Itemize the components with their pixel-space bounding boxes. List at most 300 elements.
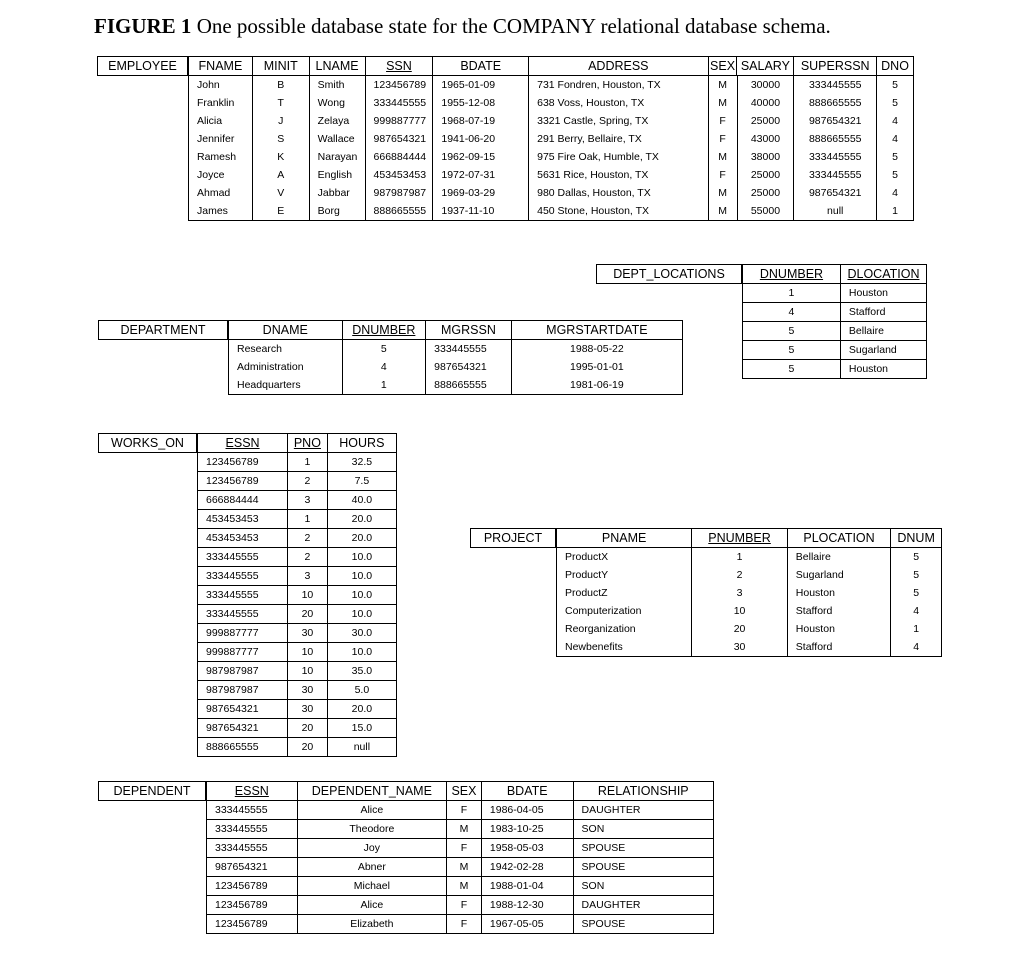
cell-relationship: SPOUSE: [573, 915, 713, 933]
cell-dnum: 5: [890, 584, 941, 602]
table-row: [743, 341, 926, 360]
cell-essn: 333445555: [206, 551, 259, 563]
table-row: [198, 567, 396, 586]
cell-essn: 333445555: [215, 823, 268, 835]
cell-dnumber: 5: [788, 344, 795, 356]
cell-hours: null: [327, 738, 396, 756]
cell-essn: 453453453: [206, 513, 259, 525]
table-row: [229, 340, 682, 358]
column-header-essn: ESSN: [234, 784, 269, 798]
cell-relationship: SON: [573, 820, 713, 838]
cell-pname: ProductZ: [565, 587, 608, 599]
cell-sex: M: [446, 858, 481, 876]
cell-fname: Franklin: [197, 97, 235, 109]
cell-minit: V: [252, 184, 309, 202]
cell-mgrstartdate: 1981-06-19: [511, 376, 682, 394]
cell-pnumber: 1: [691, 548, 786, 566]
cell-bdate: 1968-07-19: [432, 112, 528, 130]
cell-essn: 123456789: [215, 899, 268, 911]
cell-essn: 333445555: [206, 608, 259, 620]
cell-superssn: 987654321: [793, 112, 876, 130]
cell-mgrssn: 987654321: [425, 358, 511, 376]
cell-dlocation: Houston: [840, 360, 926, 378]
cell-minit: S: [252, 130, 309, 148]
cell-dnum: 1: [890, 620, 941, 638]
cell-address: 975 Fire Oak, Humble, TX: [528, 148, 708, 166]
cell-essn: 333445555: [206, 589, 259, 601]
table-row: [743, 322, 926, 341]
cell-dno: 5: [876, 94, 913, 112]
cell-pno: 30: [287, 700, 327, 718]
cell-address: 638 Voss, Houston, TX: [528, 94, 708, 112]
cell-hours: 20.0: [327, 529, 396, 547]
table-row: [557, 566, 941, 584]
cell-dlocation: Stafford: [840, 303, 926, 321]
table-header: [206, 781, 714, 801]
cell-lname: Zelaya: [309, 112, 365, 130]
cell-lname: Smith: [309, 76, 365, 94]
cell-plocation: Houston: [787, 620, 890, 638]
cell-dependent-name: Elizabeth: [297, 915, 446, 933]
table-row: [189, 184, 913, 202]
cell-pno: 20: [287, 719, 327, 737]
column-header-dnum: DNUM: [890, 529, 941, 547]
cell-superssn: 987654321: [793, 184, 876, 202]
cell-relationship: DAUGHTER: [573, 801, 713, 819]
column-header-pnumber: PNUMBER: [691, 529, 787, 547]
table-row: [189, 76, 913, 94]
cell-superssn: 888665555: [793, 130, 876, 148]
cell-relationship: DAUGHTER: [573, 896, 713, 914]
table-row: [198, 510, 396, 529]
cell-essn: 123456789: [215, 918, 268, 930]
cell-ssn: 999887777: [365, 112, 433, 130]
cell-essn: 888665555: [206, 741, 259, 753]
cell-dependent-name: Alice: [297, 801, 446, 819]
cell-hours: 10.0: [327, 586, 396, 604]
cell-sex: M: [446, 820, 481, 838]
cell-bdate: 1988-01-04: [481, 877, 573, 895]
table-body: [556, 548, 942, 657]
cell-pname: ProductX: [565, 551, 609, 563]
cell-hours: 10.0: [327, 643, 396, 661]
cell-dno: 5: [876, 148, 913, 166]
cell-fname: Jennifer: [197, 133, 235, 145]
cell-pno: 1: [287, 453, 327, 471]
cell-essn: 333445555: [215, 804, 268, 816]
cell-superssn: 888665555: [793, 94, 876, 112]
cell-plocation: Bellaire: [787, 548, 890, 566]
cell-bdate: 1988-12-30: [481, 896, 573, 914]
table-name: PROJECT: [470, 528, 556, 548]
cell-dnum: 5: [890, 548, 941, 566]
table-header: [228, 320, 683, 340]
table-row: [198, 529, 396, 548]
cell-sex: F: [446, 896, 481, 914]
cell-bdate: 1941-06-20: [432, 130, 528, 148]
column-header-pname: PNAME: [601, 531, 647, 545]
cell-address: 450 Stone, Houston, TX: [528, 202, 708, 220]
cell-ssn: 666884444: [365, 148, 433, 166]
cell-sex: F: [446, 801, 481, 819]
table-name: DEPARTMENT: [98, 320, 228, 340]
cell-pno: 10: [287, 586, 327, 604]
column-header-sex: SEX: [708, 57, 737, 75]
cell-bdate: 1967-05-05: [481, 915, 573, 933]
figure-label: FIGURE 1: [94, 14, 192, 38]
table-row: [207, 915, 713, 933]
cell-minit: A: [252, 166, 309, 184]
cell-essn: 453453453: [206, 532, 259, 544]
figure-caption: One possible database state for the COMPANY relational database schema.: [191, 14, 831, 38]
cell-pname: ProductY: [565, 569, 609, 581]
table-row: [198, 453, 396, 472]
cell-minit: T: [252, 94, 309, 112]
table-row: [207, 858, 713, 877]
cell-sex: M: [446, 877, 481, 895]
table-body: [188, 76, 914, 221]
table-row: [198, 624, 396, 643]
column-header-hours: HOURS: [327, 434, 396, 452]
cell-pnumber: 10: [691, 602, 786, 620]
cell-mgrssn: 333445555: [425, 340, 511, 358]
cell-dno: 4: [876, 112, 913, 130]
cell-lname: Jabbar: [309, 184, 365, 202]
cell-hours: 20.0: [327, 700, 396, 718]
table-row: [743, 284, 926, 303]
table-row: [198, 643, 396, 662]
cell-hours: 35.0: [327, 662, 396, 680]
cell-lname: Narayan: [309, 148, 365, 166]
cell-fname: James: [197, 205, 228, 217]
cell-ssn: 987987987: [365, 184, 433, 202]
table-name: DEPT_LOCATIONS: [596, 264, 742, 284]
cell-essn: 123456789: [215, 880, 268, 892]
cell-hours: 10.0: [327, 548, 396, 566]
cell-essn: 666884444: [206, 494, 259, 506]
cell-sex: M: [708, 76, 737, 94]
cell-dno: 5: [876, 166, 913, 184]
table-header: [556, 528, 942, 548]
cell-pno: 2: [287, 548, 327, 566]
cell-hours: 5.0: [327, 681, 396, 699]
cell-lname: Wallace: [309, 130, 365, 148]
cell-dependent-name: Michael: [297, 877, 446, 895]
table-body: [742, 284, 927, 379]
cell-dno: 5: [876, 76, 913, 94]
cell-hours: 32.5: [327, 453, 396, 471]
cell-sex: F: [708, 112, 737, 130]
cell-salary: 25000: [737, 184, 794, 202]
cell-superssn: 333445555: [793, 166, 876, 184]
cell-pnumber: 2: [691, 566, 786, 584]
cell-dnumber: 1: [788, 287, 795, 299]
cell-pno: 20: [287, 605, 327, 623]
cell-pno: 3: [287, 567, 327, 585]
cell-hours: 10.0: [327, 567, 396, 585]
cell-dno: 4: [876, 184, 913, 202]
column-header-dname: DNAME: [262, 323, 308, 337]
table-row: [189, 112, 913, 130]
cell-sex: F: [446, 839, 481, 857]
column-header-lname: LNAME: [309, 57, 365, 75]
table-body: [206, 801, 714, 934]
cell-pnumber: 30: [691, 638, 786, 656]
table-row: [207, 801, 713, 820]
cell-salary: 55000: [737, 202, 794, 220]
cell-relationship: SPOUSE: [573, 858, 713, 876]
cell-ssn: 123456789: [365, 76, 433, 94]
cell-essn: 987987987: [206, 684, 259, 696]
cell-fname: Ramesh: [197, 151, 237, 163]
cell-dnum: 4: [890, 638, 941, 656]
cell-essn: 987654321: [206, 703, 259, 715]
cell-bdate: 1962-09-15: [432, 148, 528, 166]
cell-pname: Reorganization: [565, 623, 636, 635]
cell-essn: 333445555: [206, 570, 259, 582]
column-header-essn: ESSN: [225, 436, 260, 450]
cell-minit: E: [252, 202, 309, 220]
cell-plocation: Sugarland: [787, 566, 890, 584]
cell-minit: B: [252, 76, 309, 94]
cell-ssn: 333445555: [365, 94, 433, 112]
table-row: [557, 638, 941, 656]
column-header-bdate: BDATE: [481, 782, 573, 800]
cell-address: 980 Dallas, Houston, TX: [528, 184, 708, 202]
cell-plocation: Houston: [787, 584, 890, 602]
cell-relationship: SPOUSE: [573, 839, 713, 857]
cell-dlocation: Bellaire: [840, 322, 926, 340]
cell-minit: K: [252, 148, 309, 166]
table-name: WORKS_ON: [98, 433, 197, 453]
cell-dnumber: 4: [788, 306, 795, 318]
table-name: EMPLOYEE: [97, 56, 188, 76]
column-header-minit: MINIT: [252, 57, 309, 75]
cell-hours: 7.5: [327, 472, 396, 490]
cell-essn: 123456789: [206, 475, 259, 487]
cell-pno: 2: [287, 472, 327, 490]
table-header: [188, 56, 914, 76]
cell-pno: 1: [287, 510, 327, 528]
cell-dependent-name: Theodore: [297, 820, 446, 838]
table-row: [198, 700, 396, 719]
table-row: [189, 130, 913, 148]
cell-hours: 10.0: [327, 605, 396, 623]
cell-lname: Borg: [309, 202, 365, 220]
cell-dependent-name: Abner: [297, 858, 446, 876]
cell-sex: F: [708, 130, 737, 148]
cell-dlocation: Houston: [840, 284, 926, 302]
cell-hours: 40.0: [327, 491, 396, 509]
cell-hours: 15.0: [327, 719, 396, 737]
table-row: [557, 548, 941, 566]
column-header-address: ADDRESS: [528, 57, 708, 75]
cell-essn: 987654321: [206, 722, 259, 734]
table-row: [198, 738, 396, 756]
cell-dnumber: 1: [342, 376, 426, 394]
cell-relationship: SON: [573, 877, 713, 895]
cell-bdate: 1969-03-29: [432, 184, 528, 202]
table-header: [197, 433, 397, 453]
cell-bdate: 1955-12-08: [432, 94, 528, 112]
cell-dnum: 5: [890, 566, 941, 584]
cell-dependent-name: Alice: [297, 896, 446, 914]
table-row: [189, 202, 913, 220]
cell-address: 731 Fondren, Houston, TX: [528, 76, 708, 94]
column-header-salary: SALARY: [736, 57, 793, 75]
cell-essn: 123456789: [206, 456, 259, 468]
cell-essn: 333445555: [215, 842, 268, 854]
cell-plocation: Stafford: [787, 602, 890, 620]
cell-minit: J: [252, 112, 309, 130]
cell-pname: Computerization: [565, 605, 642, 617]
table-row: [743, 360, 926, 378]
cell-pno: 30: [287, 624, 327, 642]
column-header-dlocation: DLOCATION: [840, 265, 926, 283]
column-header-dnumber: DNUMBER: [342, 321, 426, 339]
table-row: [189, 166, 913, 184]
cell-hours: 20.0: [327, 510, 396, 528]
cell-dnumber: 5: [788, 363, 795, 375]
table-row: [189, 148, 913, 166]
cell-address: 5631 Rice, Houston, TX: [528, 166, 708, 184]
cell-sex: M: [708, 202, 737, 220]
table-row: [198, 662, 396, 681]
table-row: [229, 358, 682, 376]
cell-ssn: 453453453: [365, 166, 433, 184]
cell-dname: Research: [237, 343, 282, 355]
table-body: [228, 340, 683, 395]
cell-essn: 987654321: [215, 861, 268, 873]
cell-salary: 40000: [737, 94, 794, 112]
column-header-sex: SEX: [446, 782, 481, 800]
cell-plocation: Stafford: [787, 638, 890, 656]
cell-dno: 1: [876, 202, 913, 220]
cell-bdate: 1972-07-31: [432, 166, 528, 184]
cell-ssn: 888665555: [365, 202, 433, 220]
table-row: [207, 877, 713, 896]
cell-salary: 25000: [737, 166, 794, 184]
cell-dnumber: 5: [788, 325, 795, 337]
cell-mgrssn: 888665555: [425, 376, 511, 394]
cell-dlocation: Sugarland: [840, 341, 926, 359]
column-header-dependent-name: DEPENDENT_NAME: [297, 782, 446, 800]
cell-bdate: 1958-05-03: [481, 839, 573, 857]
cell-bdate: 1937-11-10: [432, 202, 528, 220]
cell-dnum: 4: [890, 602, 941, 620]
cell-lname: Wong: [309, 94, 365, 112]
table-row: [198, 719, 396, 738]
column-header-superssn: SUPERSSN: [793, 57, 876, 75]
cell-fname: Ahmad: [197, 187, 231, 199]
table-name: DEPENDENT: [98, 781, 206, 801]
table-row: [207, 839, 713, 858]
cell-pno: 2: [287, 529, 327, 547]
cell-pnumber: 20: [691, 620, 786, 638]
cell-mgrstartdate: 1995-01-01: [511, 358, 682, 376]
cell-sex: F: [708, 166, 737, 184]
cell-dnumber: 4: [342, 358, 426, 376]
cell-essn: 999887777: [206, 646, 259, 658]
cell-bdate: 1986-04-05: [481, 801, 573, 819]
table-body: [197, 453, 397, 757]
cell-address: 291 Berry, Bellaire, TX: [528, 130, 708, 148]
cell-ssn: 987654321: [365, 130, 433, 148]
column-header-pno: PNO: [287, 434, 327, 452]
table-row: [743, 303, 926, 322]
table-row: [198, 472, 396, 491]
cell-salary: 25000: [737, 112, 794, 130]
table-row: [557, 584, 941, 602]
cell-dependent-name: Joy: [297, 839, 446, 857]
table-row: [198, 681, 396, 700]
cell-sex: M: [708, 94, 737, 112]
column-header-mgrssn: MGRSSN: [425, 321, 511, 339]
cell-hours: 30.0: [327, 624, 396, 642]
cell-fname: Joyce: [197, 169, 225, 181]
cell-pno: 10: [287, 643, 327, 661]
table-row: [229, 376, 682, 394]
cell-bdate: 1983-10-25: [481, 820, 573, 838]
cell-sex: M: [708, 148, 737, 166]
cell-pno: 10: [287, 662, 327, 680]
cell-pno: 20: [287, 738, 327, 756]
cell-pname: Newbenefits: [565, 641, 623, 653]
cell-bdate: 1942-02-28: [481, 858, 573, 876]
table-row: [198, 491, 396, 510]
table-row: [198, 605, 396, 624]
table-row: [557, 620, 941, 638]
column-header-ssn: SSN: [365, 57, 433, 75]
cell-essn: 999887777: [206, 627, 259, 639]
table-row: [207, 820, 713, 839]
cell-superssn: 333445555: [793, 76, 876, 94]
cell-sex: M: [708, 184, 737, 202]
cell-lname: English: [309, 166, 365, 184]
cell-dno: 4: [876, 130, 913, 148]
cell-sex: F: [446, 915, 481, 933]
cell-pno: 3: [287, 491, 327, 509]
table-row: [207, 896, 713, 915]
cell-pnumber: 3: [691, 584, 786, 602]
cell-salary: 30000: [737, 76, 794, 94]
cell-bdate: 1965-01-09: [432, 76, 528, 94]
cell-fname: John: [197, 79, 220, 91]
table-header: [742, 264, 927, 284]
column-header-plocation: PLOCATION: [787, 529, 890, 547]
cell-fname: Alicia: [197, 115, 223, 127]
table-row: [189, 94, 913, 112]
cell-superssn: null: [793, 202, 876, 220]
cell-salary: 38000: [737, 148, 794, 166]
column-header-dno: DNO: [876, 57, 913, 75]
column-header-mgrstartdate: MGRSTARTDATE: [511, 321, 682, 339]
table-row: [198, 586, 396, 605]
cell-essn: 987987987: [206, 665, 259, 677]
cell-salary: 43000: [737, 130, 794, 148]
cell-mgrstartdate: 1988-05-22: [511, 340, 682, 358]
column-header-dnumber: DNUMBER: [759, 267, 824, 281]
table-row: [557, 602, 941, 620]
cell-dnumber: 5: [342, 340, 426, 358]
table-row: [198, 548, 396, 567]
cell-dname: Headquarters: [237, 379, 301, 391]
column-header-fname: FNAME: [198, 59, 243, 73]
cell-address: 3321 Castle, Spring, TX: [528, 112, 708, 130]
figure-title: [94, 14, 831, 39]
cell-pno: 30: [287, 681, 327, 699]
column-header-bdate: BDATE: [432, 57, 528, 75]
